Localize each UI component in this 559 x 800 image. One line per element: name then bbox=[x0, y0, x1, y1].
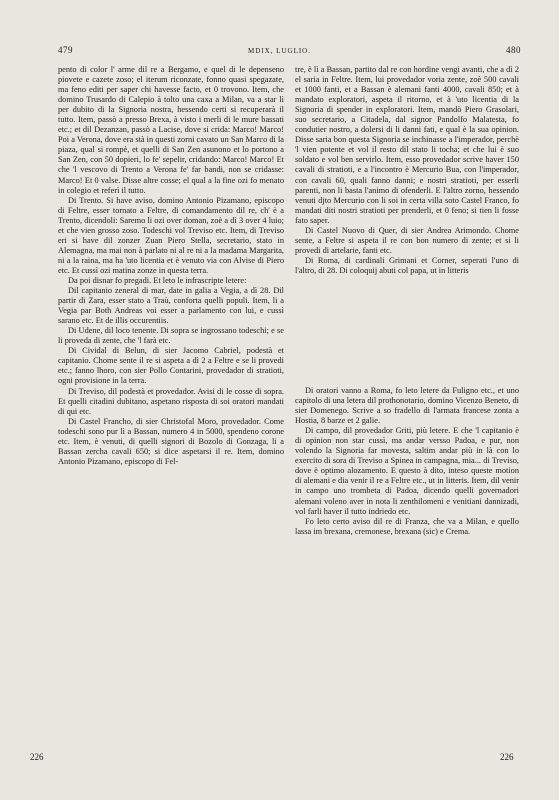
paragraph: tre, è lì a Bassan, partito dal re con hordine vengi avanti, che a dì 2 el saria in Feltre. Item, lui provedador voria zente, zoè 500 cavali et 1000 fanti, et a Bassan è alemani fanti 4000, cavali 850; et à mandato exploratori, aspeta il ritorno, et à 'uto licentia di la Signoria di spender in exploratori. Item, mandò Piero Grasolari, suo secretario, a Citadela, dal signor Pandolfo Malatesta, fo condutier nostro, a dolersi di li danni fati, e qual è la sua opinion. Disse saria bon questa Signoria se inchinasse a l'imperador, perchè 'l vien potente et vol il resto dil stato li tocha; et che lui è suo soldato e vol ben servirlo. Item, esso provedador scrive haver 150 cavali di stratioti, e a l'incontro è Mercurio Bua, con l'imperador, con cavali 60, quali fanno danni; e nostri stratioti, per esserli parenti, non li basta l'animo di ofenderli. E l'altro zorno, hessendo venuti djto Mercurio con li soi in certa villa soto Castel Franco, fo mandati diti nostri stratioti per prenderli, et 0 feno; si tien li fosse fato saper. bbox=[295, 65, 519, 225]
right-margin-note: 226 bbox=[500, 752, 514, 762]
paragraph: Di oratori vanno a Roma, fo leto letere da Fuligno etc., et uno capitolo di una letera dil prothonotario, domino Vicenzo Beneto, di sier Domenego. Scrive a so fradello di l'armata francese zonta a Hostia, 8 barze et 2 galie. bbox=[295, 385, 519, 426]
paragraph: Di Castel Nuovo di Quer, di sier Andrea Arimondo. Chome sente, a Feltre si aspeta il re con bon numero di zente; et si li provedi di artelarie, fanti etc. bbox=[295, 225, 519, 255]
paragraph: Di Cividal di Belun, di sier Jacomo Cabriel, podestà et capitanio. Chome sente il re si aspeta a dì 2 a Feltre e se li provedi etc.; fanno lhoro, con sier Pollo Contarini, provedador di stratioti, ogni provisione in la terra. bbox=[58, 346, 284, 386]
paragraph: Di Castel Francho, di sier Christofal Moro, provedador. Come todeschi sono pur lì a Bassan, numero 4 in 5000, spendeno corone etc. Item, è venuti, di quelli signori di Bozolo di Gonzaga, li a Bassan zercha cavali 650; si dice aspetarsi il re. Item, domino Antonio Pizamano, episcopo di Fel- bbox=[58, 416, 284, 466]
blank-gap bbox=[295, 276, 519, 386]
paragraph: Di campo, dil provedador Griti, più letere. E che 'l capitanio è di opinion non star cussì, ma andar versso Padoa, e pur, non volendo la Signoria far movesta, saltim andar più in là con lo exercito di sora di Treviso a Spinea in campagna, mia... di Treviso, dove è optimo alozamento. E questo à dito, inteso queste motion di alemani e dia venir il re a Feltre etc., ut in litteris. Item, dil venir in campo uno trombeta di Padoa, dicendo quelli governadori alemani voleno aver in nota li zenthilomeni e venitiani dannizadi, vol farli haver il tutto indriedo etc. bbox=[295, 426, 519, 516]
paragraph: Di Roma, di cardinali Grimani et Corner, seperati l'uno di l'altro, di 28. Di coloquij abuti col papa, ut in litteris bbox=[295, 255, 519, 275]
left-margin-note: 226 bbox=[30, 752, 44, 762]
running-title: MDIX, LUGLIO. bbox=[248, 47, 311, 55]
left-column bbox=[58, 65, 284, 467]
paragraph: pento di color l' arme dil re a Bergamo, e quel di le depenseno piovete e cazete zoso; el iterum riconzate, fonno quasi spegazate, ma feno editi per saper chi havesse facto, et 0 trovono. Item, che domino Trusardo di Calepio à tolto una caxa a Milan, va a star lì per dubito di la Signoria nostra, hessendo certi si recuperarà il tutto. Item, passò a presso Brexa, à visto i merli di le mure bassati etc.; et dil Dezanzan, passò a Lacise, dove si crida: Marco! Marco! Poi a Verona, dove era stà in questi zorni cavato un San Marco di la piaza, qual si rompè, et quelli di San Zen asunono et lo portono a San Zen, con 50 dopieri, lo fe' sepelir, cridando: Marco! Marco! Et che 'l vescovo di Trento a Verona fe' far bandi, non se cridasse: Marco! Et 0 valse. Disse altre cosse; el qual a la fine ozi fo menato in colegio et referì il tutto. bbox=[58, 65, 284, 195]
paragraph: Dil capitanio zeneral di mar, date in galia a Vegia, a dì 28. Dil partir di Zara, esser stato a Traù, conforta quelli populi. Item, li a Vegia par Both Andreas voi esser a parlamento con lui, e cussì sarano etc. Et de illis occurentiis. bbox=[58, 286, 284, 326]
left-page-number: 479 bbox=[58, 45, 73, 55]
paragraph: Da poi disnar fo pregadi. Et leto le infrascripte letere: bbox=[68, 275, 247, 285]
paragraph: Di Treviso, dil podestà et provedador. Avisi di le cosse di sopra. Et quelli citadini dubitano, aspetano risposta di soi oratori mandati di qui etc. bbox=[58, 386, 284, 416]
right-column bbox=[295, 65, 519, 537]
paragraph: Di Trento. Si have aviso, domino Antonio Pizamano, episcopo di Feltre, esser tornato a Feltre, di comandamento dil re, ch' è a Trento, dicendoli: Saremo li ozi over doman, zoè a dì 3 over 4 luio; et che vien grosso zoso. Todeschi vol Treviso etc. Item, di Treviso eri si have dil zonzer Zuan Piero Stella, secretario, stato in Alemagna, ma mai non à parlato ni al re ni a la madama Margarita, ni a la raina, ma ha 'uto licentia et è venuto via con Alvise di Piero etc. Et cussì ozi matina zonze in questa terra. bbox=[58, 195, 284, 275]
right-page-number: 480 bbox=[506, 45, 521, 55]
paragraph: Fo leto certo aviso dil re di Franza, che va a Milan, e quello lassa im brexana, cremonese, brexana (sic) e Crema. bbox=[295, 516, 519, 536]
paragraph: Di Udene, dil loco tenente. Di sopra se ingrossano todeschi; e se li proveda di zente, che 'l farà etc. bbox=[58, 326, 284, 346]
